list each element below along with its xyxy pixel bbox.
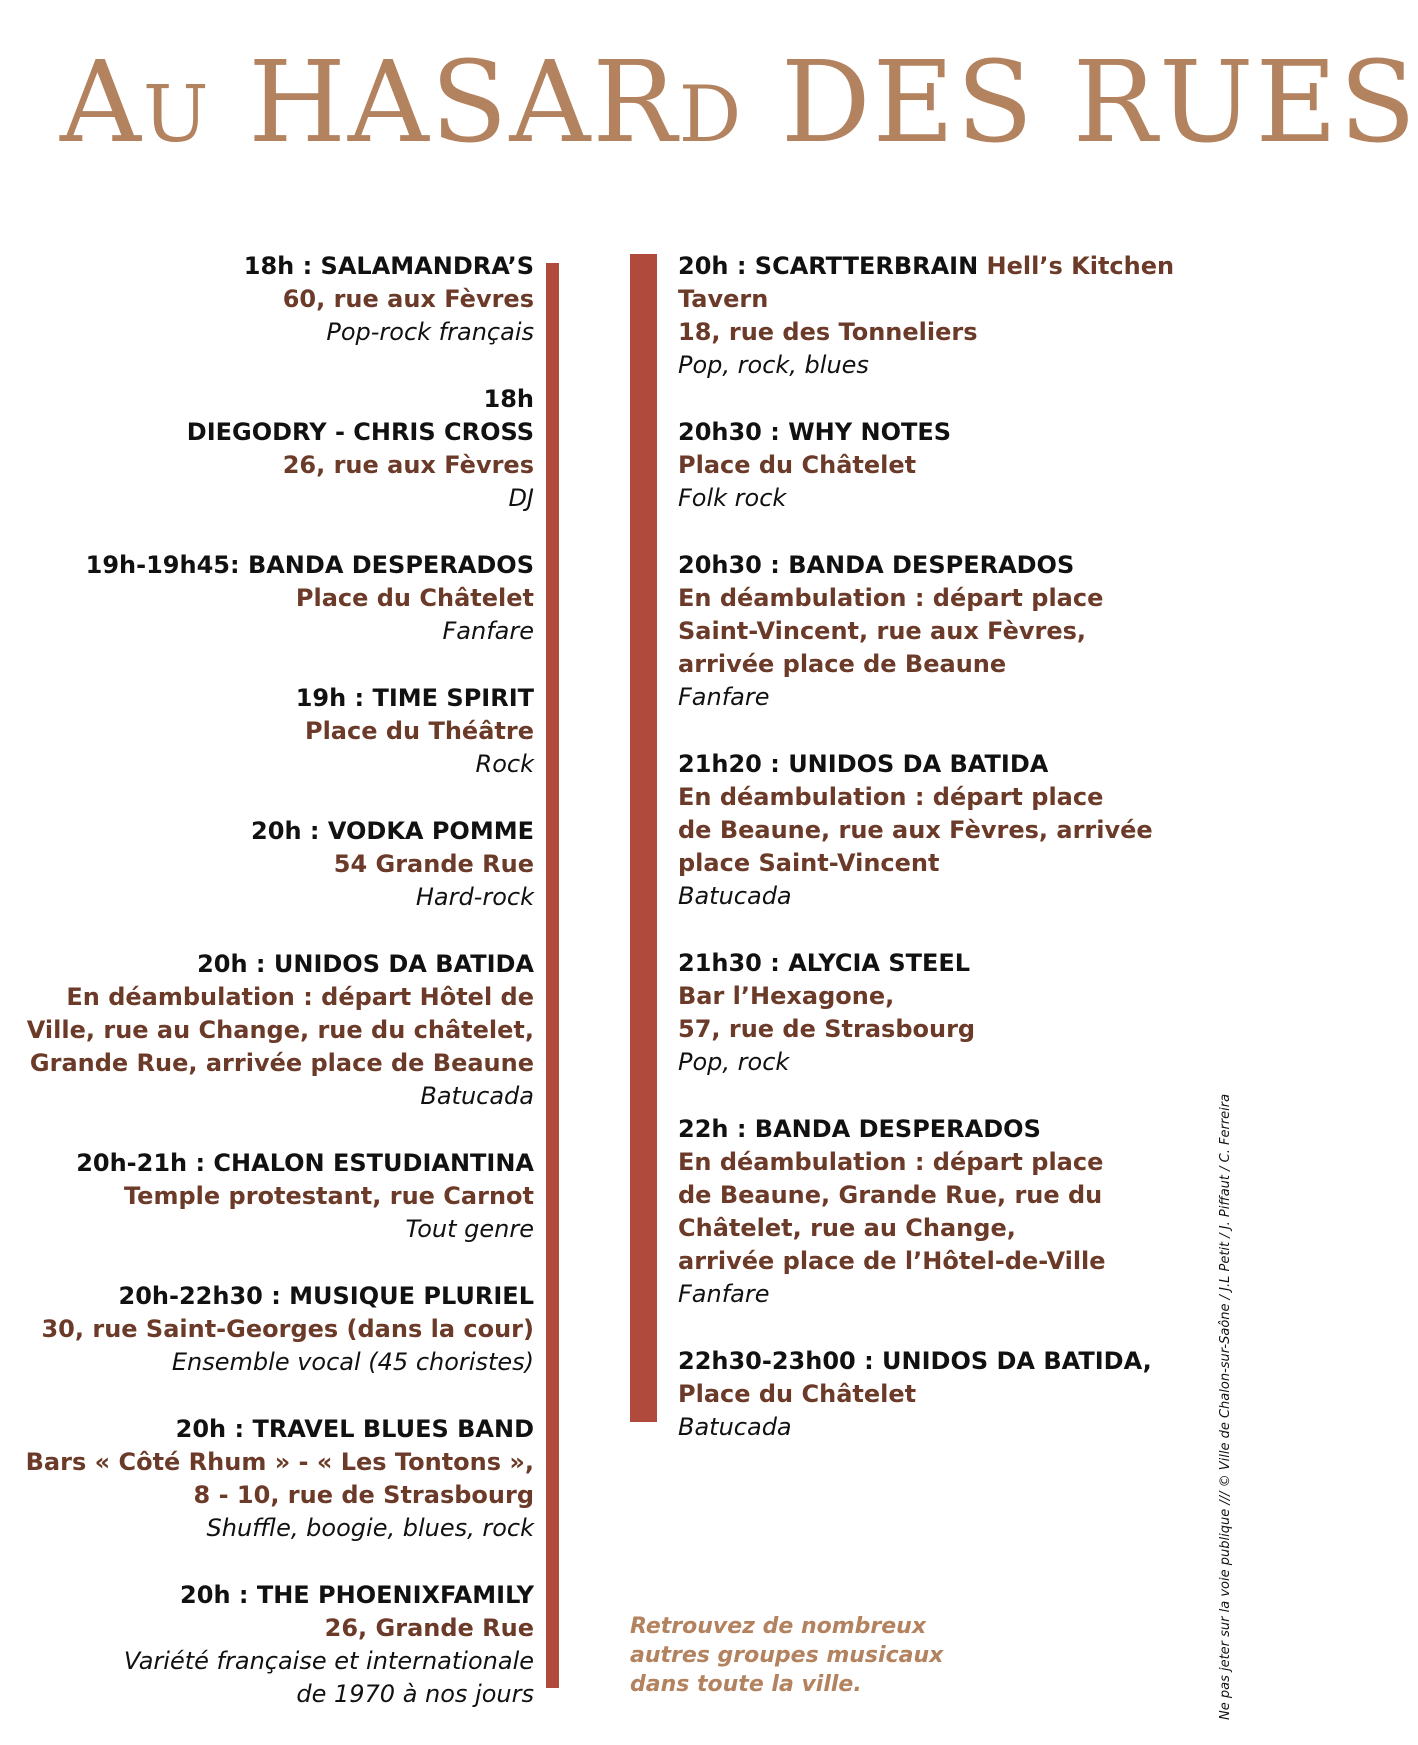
event-genre: Ensemble vocal (45 choristes) [171, 1348, 534, 1376]
credit-text: Ne pas jeter sur la voie publique /// © Ville de Chalon-sur-Saône / J.L Petit / J. Piffaut / C. Ferreira [1218, 1093, 1233, 1720]
event-heading: 18h : SALAMANDRA’S [243, 252, 534, 280]
page-title: Au HASARd DES RUES [60, 38, 1418, 168]
event-address: En déambulation : départ place [678, 783, 1104, 811]
event-block [14, 383, 534, 515]
event-address: 18, rue des Tonneliers [678, 318, 978, 346]
event-genre: Pop, rock [678, 1048, 790, 1076]
footer-note-line: autres groupes musicaux [630, 1643, 944, 1668]
event-address: Saint-Vincent, rue aux Fèvres, [678, 617, 1087, 645]
event-genre: Pop-rock français [326, 318, 534, 346]
event-genre: Batucada [678, 1413, 792, 1441]
event-heading-text: 20h : SCARTTERBRAIN [678, 252, 979, 280]
right-divider-bar [630, 254, 657, 1422]
event-address: Grande Rue, arrivée place de Beaune [29, 1049, 534, 1077]
event-address: 30, rue Saint-Georges (dans la cour) [41, 1315, 534, 1343]
left-divider-bar [546, 263, 559, 1688]
event-genre: Batucada [420, 1082, 534, 1110]
event-block [14, 948, 534, 1113]
event-block [678, 549, 1198, 714]
event-address: En déambulation : départ Hôtel de [66, 983, 534, 1011]
event-heading: 20h : TRAVEL BLUES BAND [175, 1415, 534, 1443]
event-genre: Fanfare [678, 1280, 770, 1308]
event-address: Tavern [678, 285, 769, 313]
event-heading: 22h30-23h00 : UNIDOS DA BATIDA, [678, 1347, 1152, 1375]
event-heading: 18h [483, 385, 534, 413]
event-block [14, 682, 534, 781]
event-address: En déambulation : départ place [678, 584, 1104, 612]
event-block [14, 1147, 534, 1246]
event-heading: 19h : TIME SPIRIT [295, 684, 534, 712]
event-address: En déambulation : départ place [678, 1148, 1104, 1176]
event-address: Châtelet, rue au Change, [678, 1214, 1016, 1242]
event-genre: Hard-rock [415, 883, 534, 911]
event-block [14, 1413, 534, 1545]
event-heading: 19h-19h45: BANDA DESPERADOS [85, 551, 534, 579]
event-genre: DJ [508, 484, 534, 512]
left-schedule-column [14, 250, 534, 1745]
event-heading: DIEGODRY - CHRIS CROSS [186, 418, 534, 446]
footer-note-line: dans toute la ville. [630, 1672, 862, 1697]
event-address: Place du Châtelet [295, 584, 534, 612]
event-address: Bar l’Hexagone, [678, 982, 895, 1010]
event-genre: de 1970 à nos jours [296, 1680, 534, 1708]
event-address: Place du Théâtre [304, 717, 534, 745]
event-address: arrivée place de Beaune [678, 650, 1007, 678]
event-address: 8 - 10, rue de Strasbourg [193, 1481, 534, 1509]
event-genre: Folk rock [678, 484, 787, 512]
event-address: place Saint-Vincent [678, 849, 940, 877]
event-block [14, 815, 534, 914]
event-genre: Fanfare [442, 617, 534, 645]
event-heading: 21h30 : ALYCIA STEEL [678, 949, 971, 977]
event-heading: 20h : UNIDOS DA BATIDA [197, 950, 534, 978]
right-schedule-column [678, 250, 1198, 1478]
event-genre: Tout genre [405, 1215, 534, 1243]
event-address: de Beaune, rue aux Fèvres, arrivée [678, 816, 1153, 844]
event-address: 26, rue aux Fèvres [282, 451, 534, 479]
event-heading: 20h : VODKA POMME [251, 817, 534, 845]
event-address: 54 Grande Rue [333, 850, 534, 878]
event-genre: Shuffle, boogie, blues, rock [206, 1514, 534, 1542]
event-heading: 20h-21h : CHALON ESTUDIANTINA [76, 1149, 534, 1177]
event-block [678, 250, 1198, 382]
event-heading: 20h : THE PHOENIXFAMILY [180, 1581, 534, 1609]
event-heading: 21h20 : UNIDOS DA BATIDA [678, 750, 1049, 778]
event-address: Ville, rue au Change, rue du châtelet, [26, 1016, 534, 1044]
event-block [678, 748, 1198, 913]
event-address: Temple protestant, rue Carnot [124, 1182, 534, 1210]
event-address: Place du Châtelet [678, 1380, 917, 1408]
event-genre: Batucada [678, 882, 792, 910]
event-block [678, 947, 1198, 1079]
event-block [14, 549, 534, 648]
event-genre: Variété française et internationale [123, 1647, 534, 1675]
event-address: 57, rue de Strasbourg [678, 1015, 976, 1043]
event-block [678, 1113, 1198, 1311]
event-address: arrivée place de l’Hôtel-de-Ville [678, 1247, 1106, 1275]
event-genre: Pop, rock, blues [678, 351, 869, 379]
event-address: 26, Grande Rue [324, 1614, 534, 1642]
event-heading: 22h : BANDA DESPERADOS [678, 1115, 1041, 1143]
event-venue-accent: Hell’s Kitchen [978, 252, 1175, 280]
event-heading: 20h-22h30 : MUSIQUE PLURIEL [118, 1282, 534, 1310]
event-heading: 20h30 : BANDA DESPERADOS [678, 551, 1075, 579]
event-address: 60, rue aux Fèvres [282, 285, 534, 313]
event-heading [678, 250, 1198, 283]
event-block [14, 1579, 534, 1711]
event-genre: Rock [475, 750, 534, 778]
event-address: Place du Châtelet [678, 451, 917, 479]
event-block [678, 416, 1198, 515]
event-address: Bars « Côté Rhum » - « Les Tontons », [25, 1448, 534, 1476]
event-block [678, 1345, 1198, 1444]
event-genre: Fanfare [678, 683, 770, 711]
footer-note-line: Retrouvez de nombreux [630, 1614, 927, 1639]
event-block [14, 250, 534, 349]
event-block [14, 1280, 534, 1379]
event-heading: 20h30 : WHY NOTES [678, 418, 952, 446]
footer-note [630, 1612, 970, 1699]
event-address: de Beaune, Grande Rue, rue du [678, 1181, 1103, 1209]
